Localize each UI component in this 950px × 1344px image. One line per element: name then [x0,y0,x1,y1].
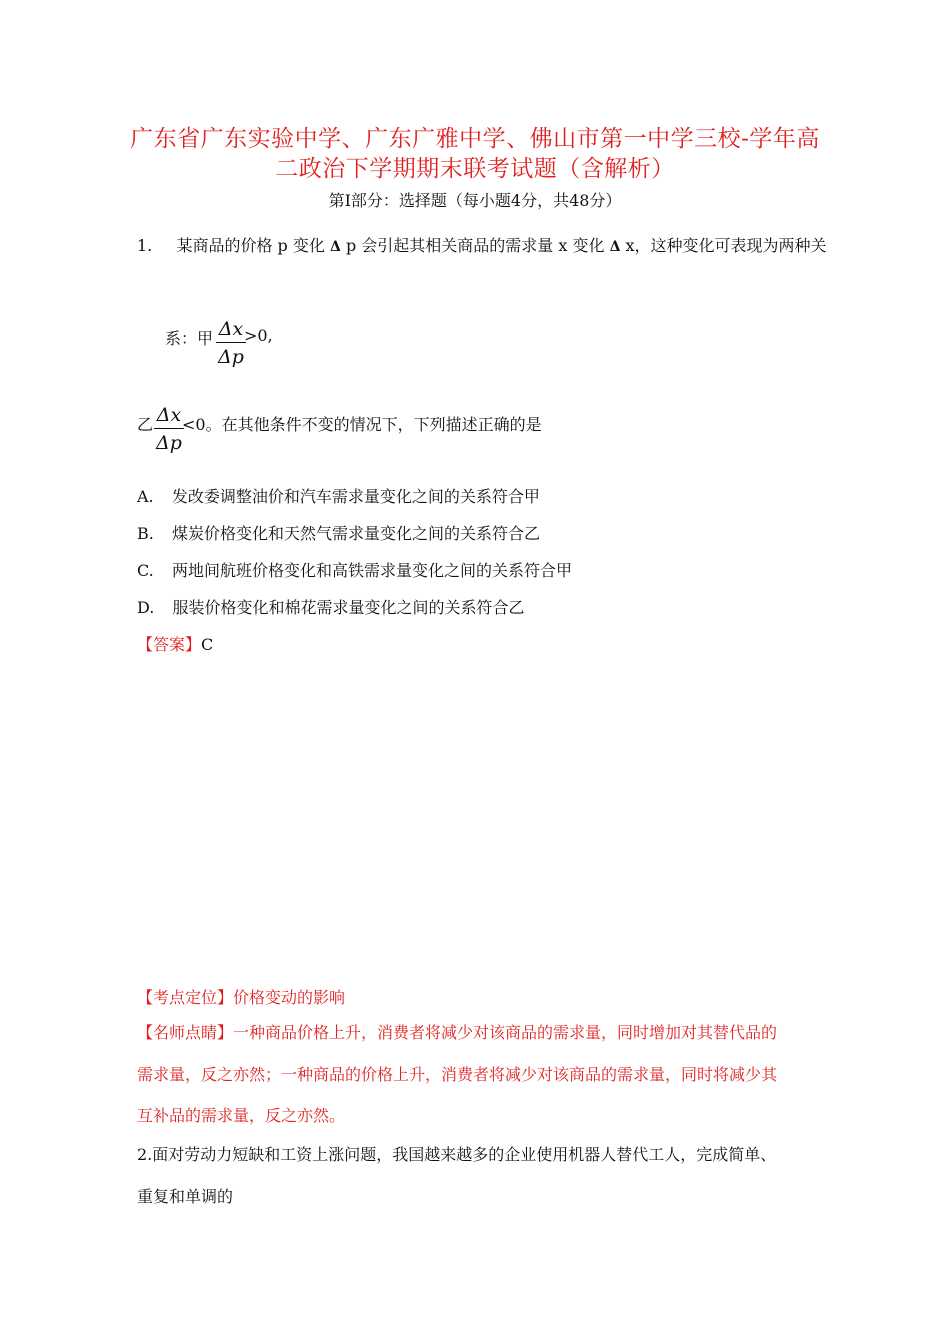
option-text: 服装价格变化和棉花需求量变化之间的关系符合乙 [172,598,525,617]
relation-yi-prefix: 乙 [137,415,154,434]
option-label: A. [137,487,154,506]
option-label: C. [137,561,154,580]
option-d [137,595,525,618]
fraction-numerator: Δx [218,318,244,340]
section-header: 第Ⅰ部分：选择题（每小题4分，共48分） [328,191,622,210]
answer-tag: 【答案】 [137,635,202,654]
document-title-line2: 二政治下学期期末联考试题（含解析） [275,156,675,182]
option-c [137,558,572,581]
option-label: D. [137,598,155,617]
option-text: 煤炭价格变化和天然气需求量变化之间的关系符合乙 [172,524,541,543]
relation-yi-suffix: <0。在其他条件不变的情况下，下列描述正确的是 [182,415,542,434]
fraction-denominator: Δp [156,432,182,454]
relation-jia-prefix: 系：甲 [165,329,214,348]
answer [137,632,213,655]
kaodian [137,985,345,1008]
answer-value: C [201,635,214,654]
fraction-yi [154,404,184,454]
dianjing-line3: 互补品的需求量，反之亦然。 [137,1106,346,1125]
fraction-jia [216,318,246,368]
dianjing-tag: 【名师点睛】 [137,1023,234,1042]
relation-jia-suffix: >0, [244,326,273,345]
option-text: 两地间航班价格变化和高铁需求量变化之间的关系符合甲 [171,561,572,580]
option-text: 发改委调整油价和汽车需求量变化之间的关系符合甲 [171,487,540,506]
fraction-numerator: Δx [156,404,182,426]
fraction-bar [154,428,184,429]
option-b [137,521,540,544]
question-1-stem [137,233,827,256]
question-1-stem-part2: p 会引起其相关商品的需求量 x 变化 [345,236,605,255]
option-a [137,484,540,507]
document-title-line1: 广东省广东实验中学、广东广雅中学、佛山市第一中学三校-学年高 [130,126,820,152]
question-2-line2: 重复和单调的 [137,1187,234,1206]
kaodian-tag: 【考点定位】 [137,988,234,1007]
fraction-denominator: Δp [218,346,244,368]
fraction-bar [216,342,246,343]
dianjing-line1 [137,1020,777,1043]
kaodian-text: 价格变动的影响 [233,988,346,1007]
option-label: B. [137,524,154,543]
question-2-line1: 2.面对劳动力短缺和工资上涨问题，我国越来越多的企业使用机器人替代工人，完成简单、 [137,1145,777,1164]
delta-symbol: Δ [609,239,621,255]
question-1-stem-part3: x，这种变化可表现为两种关 [625,236,827,255]
question-1-number: 1. [137,236,153,255]
question-1-stem-part1: 某商品的价格 p 变化 [176,236,325,255]
dianjing-text: 一种商品价格上升，消费者将减少对该商品的需求量，同时增加对其替代品的 [233,1023,778,1042]
dianjing-line2: 需求量，反之亦然；一种商品的价格上升，消费者将减少对该商品的需求量，同时将减少其 [137,1065,778,1084]
delta-symbol: Δ [329,239,341,255]
